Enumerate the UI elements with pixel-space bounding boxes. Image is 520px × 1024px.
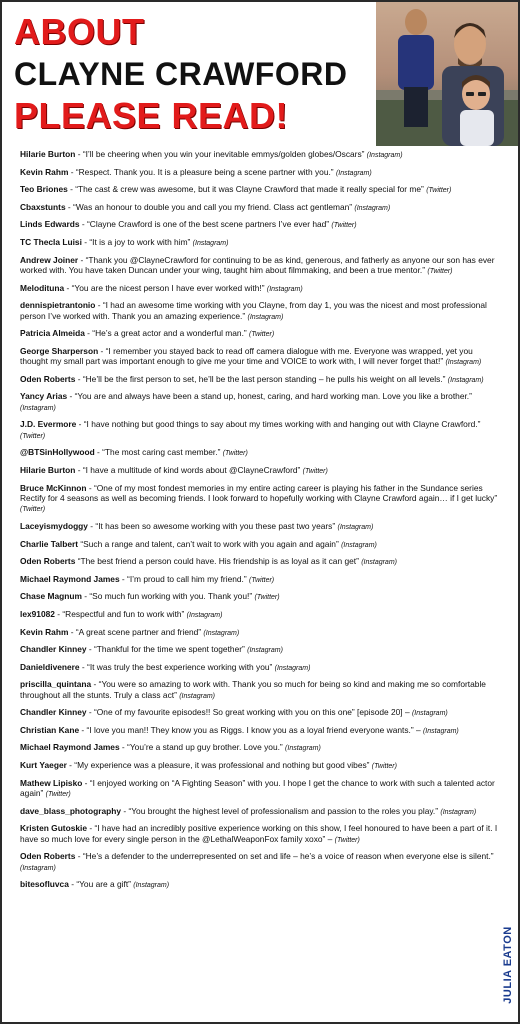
testimonial-source: (Instagram) [247, 313, 284, 321]
testimonial-entry [20, 609, 498, 621]
testimonial-quote: - “Was an honour to double you and call you my friend. Class act gentleman” [65, 201, 353, 212]
testimonial-source: (Twitter) [302, 467, 328, 475]
testimonial-source: (Instagram) [203, 629, 240, 637]
testimonial-source: (Instagram) [366, 152, 403, 159]
testimonial-quote: - “Respectful and fun to work with” [54, 608, 185, 619]
testimonial-author: TC Thecla Luisi [20, 236, 82, 247]
testimonial-source: (Twitter) [249, 331, 275, 339]
testimonial-entry [20, 374, 498, 386]
testimonial-entry [20, 760, 498, 772]
testimonial-quote: - “I enjoyed working on “A Fighting Season” with you. I hope I get the chance to work with such a talented actor again” [20, 777, 495, 799]
testimonial-entry [20, 300, 498, 323]
testimonial-source: (Instagram) [192, 239, 229, 247]
testimonial-source: (Twitter) [222, 450, 248, 458]
testimonial-quote: - “A great scene partner and friend” [68, 626, 202, 637]
testimonial-entry [20, 483, 498, 516]
testimonial-source: (Instagram) [186, 611, 223, 619]
testimonial-source: (Instagram) [20, 404, 56, 412]
testimonial-quote: - “You are the nicest person I have ever worked with!” [64, 282, 265, 293]
family-photo [376, 2, 518, 146]
testimonial-author: Kevin Rahm [20, 166, 69, 177]
testimonial-entry [20, 346, 498, 369]
testimonial-author: Charlie Talbert [20, 538, 79, 549]
testimonial-entry [20, 521, 498, 533]
testimonial-author: Michael Raymond James [20, 573, 120, 584]
testimonial-author: Teo Briones [20, 184, 68, 195]
testimonial-entry [20, 283, 498, 295]
testimonial-author: George Sharperson [20, 345, 99, 356]
testimonial-entry [20, 149, 498, 161]
testimonial-author: lex91082 [20, 608, 55, 619]
testimonial-entry [20, 778, 498, 801]
title-line-please-read: PLEASE READ! [14, 95, 289, 136]
testimonial-entry [20, 627, 498, 639]
testimonial-author: Kevin Rahm [20, 626, 69, 637]
testimonial-source: (Instagram) [341, 541, 377, 549]
testimonial-source: (Twitter) [427, 267, 453, 275]
testimonial-quote: - “Thank you @ClayneCrawford for continuing to be as kind, generous, and fatherly as anyone our son has ever worked with. You have taken Duncan under your wing, taught him about filmmaking, and been a true mentor.” [20, 254, 495, 275]
testimonial-quote: - “I love you man!! They know you as Riggs. I know you as a loyal friend everyone wants.” – [79, 724, 421, 735]
testimonial-quote: - “You are a gift” [68, 879, 131, 890]
testimonial-entry [20, 725, 498, 737]
testimonial-author: Chase Magnum [20, 591, 82, 602]
testimonial-source: (Twitter) [371, 763, 397, 771]
testimonial-entry [20, 184, 498, 196]
testimonial-source: (Instagram) [20, 864, 56, 872]
testimonial-entry [20, 851, 498, 874]
testimonial-entry [20, 742, 498, 754]
testimonial-source: (Instagram) [411, 710, 448, 718]
testimonial-source: (Instagram) [440, 808, 477, 816]
testimonial-quote: - “It is a joy to work with him” [81, 236, 191, 247]
title-line-about: ABOUT [14, 11, 145, 52]
credit-text: JULIA EATON [502, 926, 514, 1004]
testimonial-author: bitesofluvca [20, 879, 69, 890]
testimonial-author: Kurt Yaeger [20, 760, 67, 771]
testimonial-entry [20, 879, 498, 891]
testimonial-quote: - “I had an awesome time working with you Clayne, from day 1, you was the nicest and most professional person I’ve worked with. Thank you an amazing experience.” [20, 300, 487, 321]
testimonial-source: (Twitter) [331, 222, 357, 230]
testimonial-source: (Twitter) [254, 594, 280, 602]
testimonial-entry [20, 255, 498, 278]
testimonial-entry [20, 465, 498, 477]
testimonial-source: (Instagram) [247, 647, 283, 655]
testimonial-entry [20, 202, 498, 214]
testimonial-author: Michael Raymond James [20, 742, 120, 753]
testimonial-source: (Twitter) [249, 576, 275, 584]
testimonial-author: Laceyismydoggy [20, 520, 88, 531]
testimonial-author: dave_blass_photography [20, 805, 121, 816]
header [0, 0, 520, 146]
testimonial-source: (Instagram) [422, 727, 459, 735]
testimonial-quote: “Such a range and talent, can’t wait to work with you again and again” [78, 538, 339, 549]
testimonial-author: Christian Kane [20, 724, 80, 735]
testimonial-source: (Twitter) [20, 432, 46, 440]
testimonial-entry [20, 591, 498, 603]
testimonial-author: Melodituna [20, 282, 65, 293]
testimonial-entry [20, 679, 498, 702]
testimonial-source: (Twitter) [45, 791, 71, 799]
testimonial-author: Oden Roberts [20, 851, 76, 862]
testimonial-quote: “The best friend a person could have. His friendship is as loyal as it can get” [75, 556, 359, 567]
testimonial-entry [20, 806, 498, 818]
testimonial-author: @BTSinHollywood [20, 447, 95, 458]
testimonial-quote: - “He’ll be the first person to set, he’ll be the last person standing – he pulls his weight on all levels.” [75, 373, 446, 384]
testimonial-author: Yancy Arias [20, 391, 68, 402]
testimonial-author: Cbaxstunts [20, 201, 66, 212]
testimonial-quote: - “You are and always have been a stand up, honest, caring, and hard working man. Love you like a brother.” [67, 391, 472, 402]
testimonial-quote: - “Respect. Thank you. It is a pleasure being a scene partner with you.” [68, 166, 334, 177]
testimonial-quote: - “You brought the highest level of professionalism and passion to the roles you play.” [121, 805, 439, 816]
testimonial-source: (Instagram) [447, 376, 484, 384]
testimonial-entry [20, 328, 498, 340]
testimonial-source: (Instagram) [354, 204, 391, 212]
testimonial-entry [20, 556, 498, 568]
testimonial-author: J.D. Evermore [20, 419, 77, 430]
testimonial-quote: - “My experience was a pleasure, it was professional and nothing but good vibes” [66, 760, 370, 771]
testimonial-entry [20, 391, 498, 414]
testimonial-source: (Instagram) [337, 523, 374, 531]
testimonial-quote: - “It was truly the best experience working with you” [79, 661, 273, 672]
testimonial-entry [20, 644, 498, 656]
testimonial-source: (Instagram) [361, 559, 397, 567]
testimonial-quote: - “You’re a stand up guy brother. Love you.” [119, 742, 283, 753]
testimonial-entry [20, 237, 498, 249]
testimonial-source: (Instagram) [266, 285, 303, 293]
testimonial-author: Oden Roberts [20, 373, 76, 384]
testimonial-entry [20, 219, 498, 231]
testimonial-quote: - “I have a multitude of kind words about @ClayneCrawford” [75, 464, 301, 475]
testimonial-author: Chandler Kinney [20, 644, 87, 655]
testimonial-author: dennispietrantonio [20, 300, 96, 311]
testimonial-quote: - “The most caring cast member.” [94, 447, 221, 458]
testimonial-entry [20, 574, 498, 586]
testimonial-entry [20, 447, 498, 459]
testimonial-author: priscilla_quintana [20, 679, 92, 690]
testimonial-quote: - “One of my most fondest memories in my entire acting career is playing his father in the Sundance series Rectify for 4 seasons as well as becoming friends. I look forward to hopefully working with Clayne Crawford again… if I get lucky” [20, 482, 498, 503]
testimonial-entry [20, 707, 498, 719]
testimonial-quote: - “You were so amazing to work with. Thank you so much for being so kind and making me so comfortable throughout all the stunts. Truly a class act” [20, 679, 486, 700]
testimonial-author: Danieldivenere [20, 661, 80, 672]
testimonial-quote: - “He’s a defender to the underrepresented on set and life – he’s a voice of reason when everyone else is silent.” [75, 851, 494, 862]
testimonial-author: Oden Roberts [20, 556, 76, 567]
testimonial-quote: - “He’s a great actor and a wonderful man.” [84, 328, 247, 339]
testimonial-quote: - “I have nothing but good things to say about my times working with and hanging out with Clayne Crawford.” [76, 419, 481, 430]
testimonial-source: (Instagram) [274, 664, 311, 672]
credit-watermark [501, 910, 515, 1020]
testimonial-source: (Twitter) [426, 187, 452, 195]
testimonial-quote: - “Thankful for the time we spent together” [86, 644, 245, 655]
testimonial-quote: - “I have had an incredibly positive experience working on this show, I feel honoured to have been a part of it. I have so much love for every single person in the @LethalWeaponFox family xoxo” – [20, 823, 498, 844]
testimonial-quote: - “Clayne Crawford is one of the best scene partners I’ve ever had” [79, 219, 330, 230]
testimonial-author: Chandler Kinney [20, 707, 87, 718]
testimonial-author: Mathew Lipisko [20, 777, 83, 788]
testimonial-quote: - “It has been so awesome working with you these past two years” [87, 520, 336, 531]
testimonial-entry [20, 539, 498, 551]
testimonial-quote: - “I remember you stayed back to read off camera dialogue with me. Everyone was wrapped, yet you thought my small part was important enough to give me your time and VOICE to work with, I will never forget that!” [20, 345, 473, 367]
testimonial-quote: - “So much fun working with you. Thank you!” [81, 591, 253, 602]
testimonial-entry [20, 823, 498, 846]
testimonial-source: (Twitter) [334, 836, 360, 844]
testimonial-quote: - “I’m proud to call him my friend.” [119, 573, 247, 584]
testimonial-quote: - “I’ll be cheering when you win your inevitable emmys/golden globes/Oscars” [75, 149, 365, 159]
testimonial-author: Linds Edwards [20, 219, 80, 230]
testimonial-source: (Instagram) [179, 692, 216, 700]
testimonial-entry [20, 662, 498, 674]
testimonial-entry [20, 167, 498, 179]
testimonial-source: (Instagram) [445, 359, 482, 367]
testimonial-source: (Instagram) [285, 745, 321, 753]
testimonial-author: Bruce McKinnon [20, 482, 87, 493]
testimonial-entry [20, 419, 498, 442]
testimonial-source: (Twitter) [20, 506, 46, 514]
testimonial-author: Hilarie Burton [20, 464, 76, 475]
testimonials-list [20, 149, 498, 897]
testimonial-quote: - “One of my favourite episodes!! So great working with you on this one” [episode 20] – [86, 707, 410, 718]
testimonial-author: Hilarie Burton [20, 149, 76, 159]
title-line-name: CLAYNE CRAWFORD [14, 56, 348, 92]
testimonial-source: (Instagram) [133, 882, 170, 890]
testimonial-author: Andrew Joiner [20, 254, 79, 265]
testimonial-source: (Instagram) [335, 169, 372, 177]
testimonial-author: Kristen Gutoskie [20, 823, 88, 834]
testimonial-author: Patricia Almeida [20, 328, 85, 339]
testimonial-quote: - “The cast & crew was awesome, but it was Clayne Crawford that made it really special for me” [67, 184, 424, 195]
